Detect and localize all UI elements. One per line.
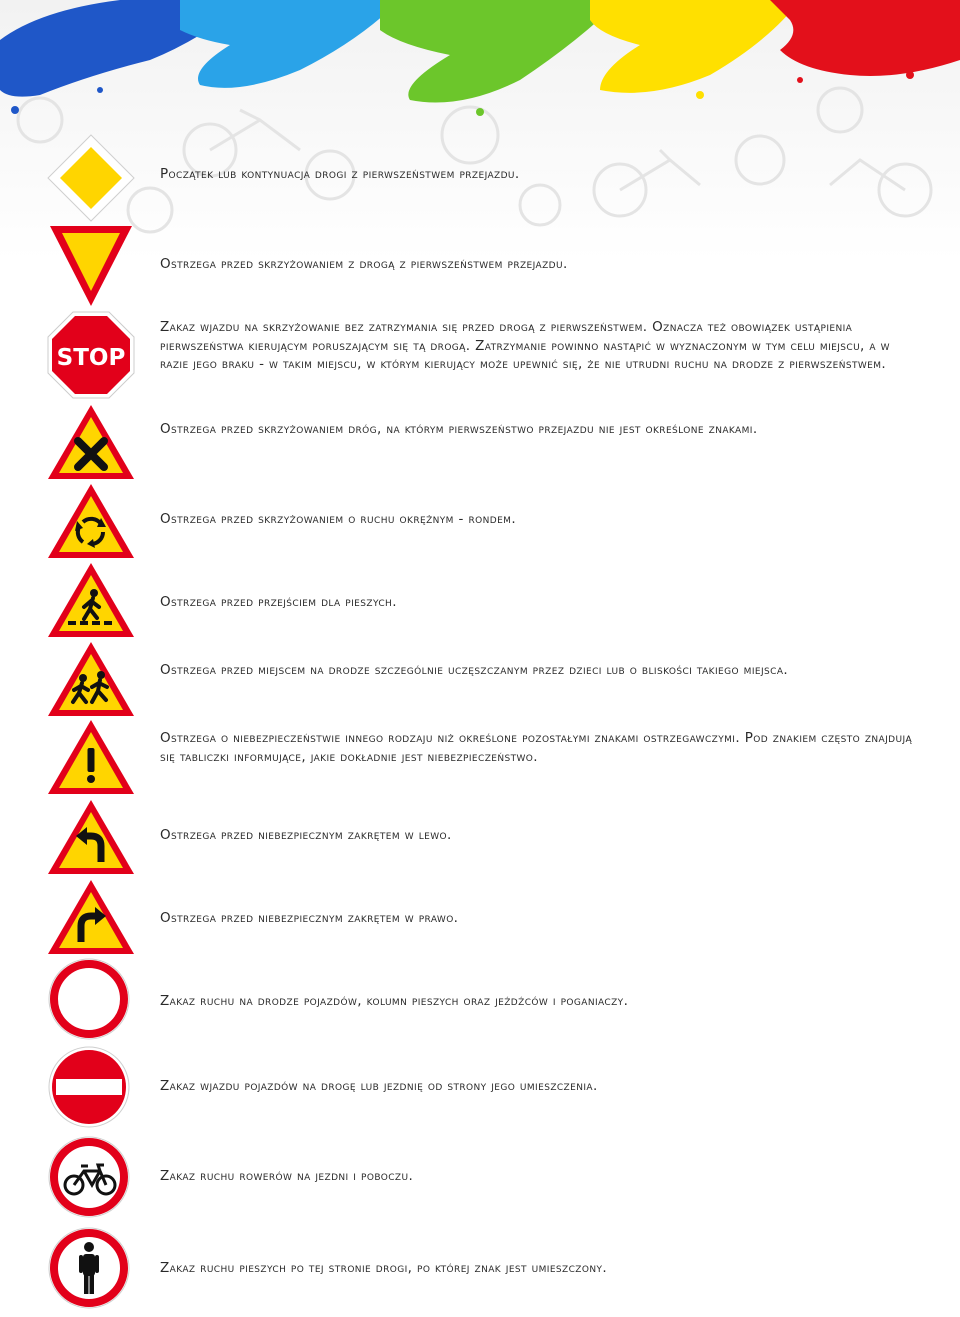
no-bicycles-icon (46, 1133, 136, 1223)
sign-description: Ostrzega o niebezpieczeństwie innego rodzaju niż określone pozostałymi znakami ostrzegawczymi. Pod znakiem często znajdują się tabliczki informujące, jakie dokładnie jest niebezpieczeństwo. (160, 730, 913, 765)
no-entry-icon (46, 1043, 136, 1133)
pedestrian-crossing-warning-icon (46, 561, 136, 651)
sign-description: Zakaz ruchu rowerów na jezdni i poboczu. (160, 1168, 414, 1184)
sign-description: Ostrzega przed niebezpiecznym zakrętem w lewo. (160, 827, 452, 843)
sign-description: Zakaz ruchu na drodze pojazdów, kolumn pieszych oraz jeźdźców i poganiaczy. (160, 993, 629, 1009)
roundabout-warning-icon (46, 482, 136, 572)
sign-description: Ostrzega przed przejściem dla pieszych. (160, 594, 397, 610)
sign-description: Ostrzega przed niebezpiecznym zakrętem w prawo. (160, 910, 459, 926)
priority-road-icon (46, 133, 136, 223)
sign-description: Ostrzega przed skrzyżowaniem z drogą z pierwszeństwem przejazdu. (160, 256, 568, 272)
crossroads-warning-icon (46, 403, 136, 493)
header-banner (0, 0, 960, 260)
yield-icon (46, 220, 136, 310)
no-vehicles-icon (46, 955, 136, 1045)
sign-description: Zakaz wjazdu pojazdów na drogę lub jezdnię od strony jego umieszczenia. (160, 1078, 598, 1094)
sign-description: Początek lub kontynuacja drogi z pierwszeństwem przejazdu. (160, 166, 520, 182)
stop-icon (46, 310, 136, 400)
general-danger-icon (46, 718, 136, 808)
svg-text:STOP: STOP (56, 345, 126, 371)
sign-description: Zakaz ruchu pieszych po tej stronie drogi, po której znak jest umieszczony. (160, 1260, 608, 1276)
sign-description: Ostrzega przed skrzyżowaniem dróg, na którym pierwszeństwo przejazdu nie jest określone znakami. (160, 421, 758, 437)
sign-description: Ostrzega przed miejscem na drodze szczególnie uczęszczanym przez dzieci lub o bliskości takiego miejsca. (160, 662, 789, 678)
sign-description: Zakaz wjazdu na skrzyżowanie bez zatrzymania się przed drogą z pierwszeństwem. Oznacza też obowiązek ustąpienia pierwszeństwa kierującym poruszającym się tą drogą. Zatrzymanie powinno nastąpić w wyznaczonym w tym celu miejscu, a w razie jego braku - w takim miejscu, w którym kierujący może upewnić się, że nie utrudni ruchu na drodze z pierwszeństwem. (160, 319, 890, 372)
curve-left-warning-icon (46, 798, 136, 888)
children-warning-icon (46, 640, 136, 730)
no-pedestrians-icon (46, 1224, 136, 1314)
sign-description: Ostrzega przed skrzyżowaniem o ruchu okrężnym - rondem. (160, 511, 517, 527)
